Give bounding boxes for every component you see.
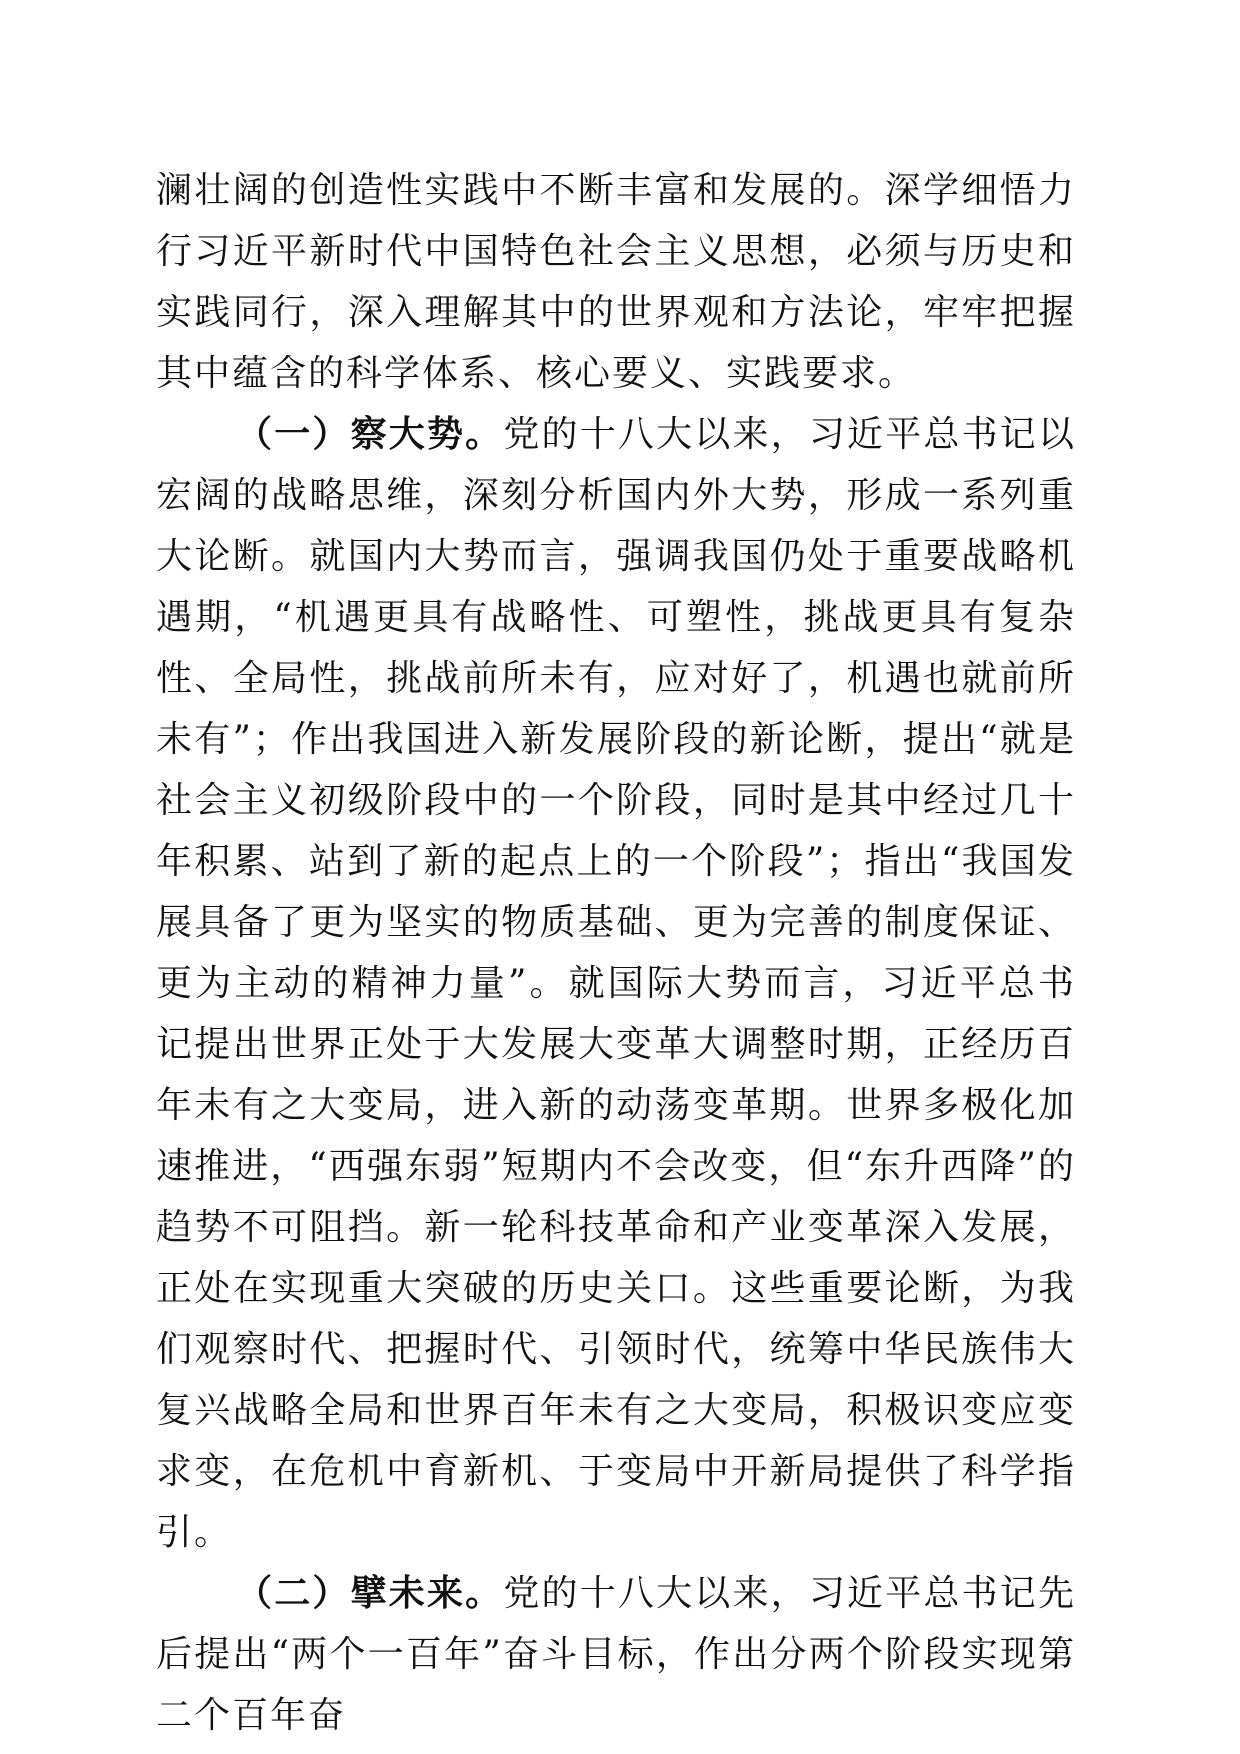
document-page [156, 160, 1076, 1746]
paragraph-plan-future [156, 1563, 1076, 1746]
paragraph-text: 澜壮阔的创造性实践中不断丰富和发展的。深学细悟力行习近平新时代中国特色社会主义思想，必须与历史和实践同行，深入理解其中的世界观和方法论，牢牢把握其中蕴含的科学体系、核心要义、实践要求。 [156, 170, 1076, 394]
paragraph-text: 党的十八大以来，习近平总书记先后提出“两个一百年”奋斗目标，作出分两个阶段实现第二个百年奋 [156, 1573, 1076, 1736]
paragraph-intro [156, 160, 1076, 404]
paragraph-text: 党的十八大以来，习近平总书记以宏阔的战略思维，深刻分析国内外大势，形成一系列重大论断。就国内大势而言，强调我国仍处于重要战略机遇期，“机遇更具有战略性、可塑性，挑战更具有复杂性、全局性，挑战前所未有，应对好了，机遇也就前所未有”；作出我国进入新发展阶段的新论断，提出“就是社会主义初级阶段中的一个阶段，同时是其中经过几十年积累、站到了新的起点上的一个阶段”；指出“我国发展具备了更为坚实的物质基础、更为完善的制度保证、更为主动的精神力量”。就国际大势而言，习近平总书记提出世界正处于大发展大变革大调整时期，正经历百年未有之大变局，进入新的动荡变革期。世界多极化加速推进，“西强东弱”短期内不会改变，但“东升西降”的趋势不可阻挡。新一轮科技革命和产业变革深入发展，正处在实现重大突破的历史关口。这些重要论断，为我们观察时代、把握时代、引领时代，统筹中华民族伟大复兴战略全局和世界百年未有之大变局，积极识变应变求变，在危机中育新机、于变局中开新局提供了科学指引。 [156, 414, 1076, 1553]
section-heading: （一）察大势。 [236, 413, 504, 455]
section-heading: （二）擘未来。 [236, 1572, 504, 1614]
paragraph-observe-trends [156, 404, 1076, 1563]
